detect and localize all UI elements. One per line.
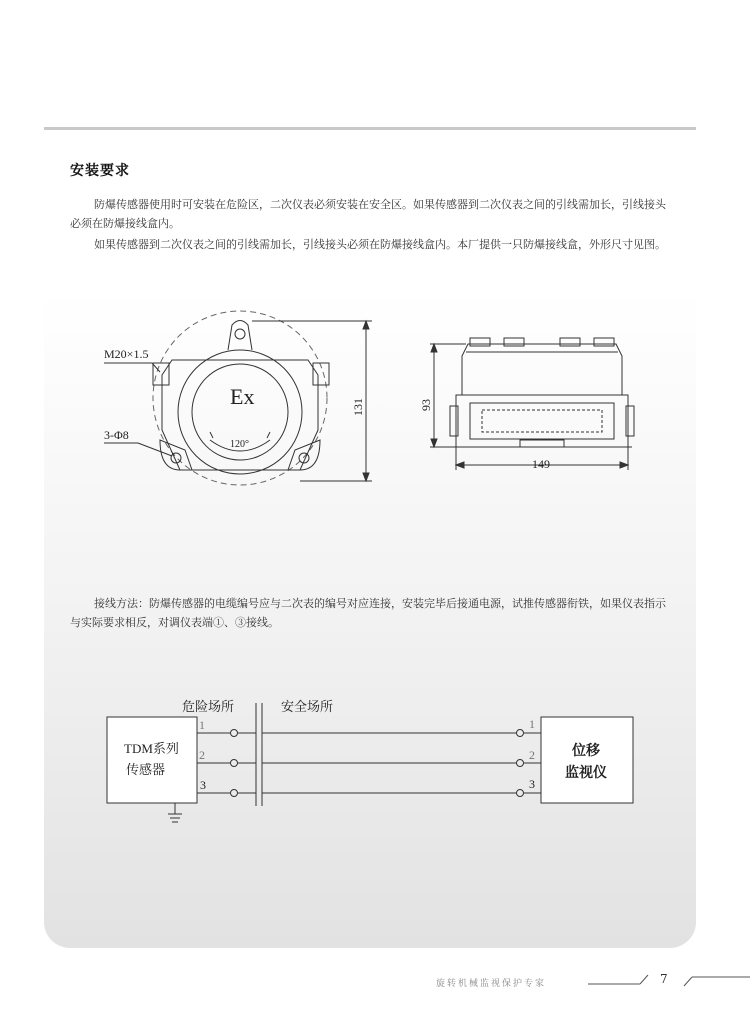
label-ex: Ex: [230, 384, 255, 409]
dim-side-height: 93: [419, 399, 433, 411]
sensor-label-line1: TDM系列: [124, 741, 179, 756]
wiring-text: 接线方法：防爆传感器的电缆编号应与二次表的编号对应连接，安装完毕后接通电源，试推传感器衔铁，如果仪表指示与实际要求相反，对调仪表端①、③接线。: [70, 597, 666, 629]
section-title: 安装要求: [70, 163, 130, 179]
label-angle: 120°: [230, 439, 249, 450]
paragraph-1-text: 防爆传感器使用时可安装在危险区，二次仪表必须安装在安全区。如果传感器到二次仪表之间的引线需加长，引线接头必须在防爆接线盒内。: [70, 198, 666, 230]
sensor-term-2: 2: [199, 748, 205, 762]
sensor-label-line2: 传感器: [126, 762, 166, 777]
page-number: 7: [660, 972, 668, 986]
zone-hazard-label: 危险场所: [182, 699, 235, 714]
dim-width: 149: [532, 457, 550, 471]
label-thread: M20×1.5: [104, 347, 149, 361]
dim-height: 131: [351, 398, 365, 416]
monitor-term-3: 3: [529, 777, 535, 791]
footer-tagline: 旋转机械监视保护专家: [436, 979, 547, 989]
sensor-term-1: 1: [199, 718, 205, 732]
zone-safe-label: 安全场所: [281, 699, 334, 714]
paragraph-2-text: 如果传感器到二次仪表之间的引线需加长，引线接头必须在防爆接线盒内。本厂提供一只防爆接线盒，外形尺寸见图。: [94, 238, 666, 251]
monitor-term-1: 1: [529, 717, 535, 731]
sensor-term-3: 3: [200, 778, 206, 792]
label-holes: 3-Φ8: [104, 428, 129, 442]
monitor-label-line1: 位移: [572, 744, 600, 759]
monitor-label-line2: 监视仪: [565, 766, 607, 781]
monitor-term-2: 2: [529, 748, 535, 762]
